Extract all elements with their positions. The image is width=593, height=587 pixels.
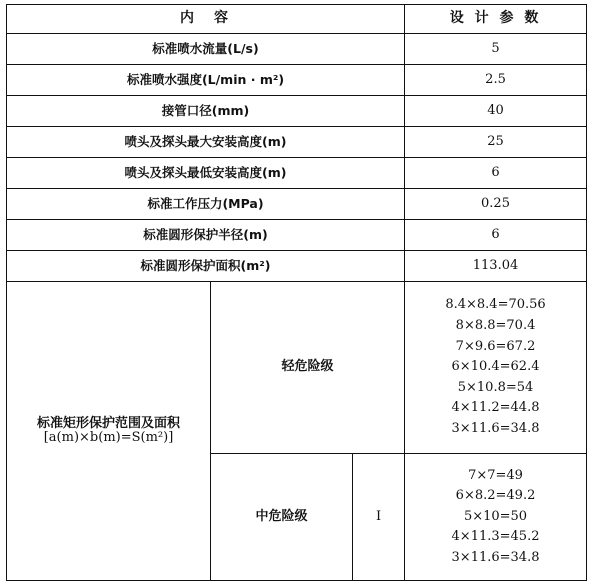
medium-hazard-values (405, 454, 587, 581)
light-value: 7×9.6=67.2 (455, 338, 536, 354)
header-param: 设 计 参 数 (405, 5, 587, 34)
light-value: 8×8.8=70.4 (455, 318, 536, 334)
light-value: 3×11.6=34.8 (451, 420, 540, 436)
row-value: 2.5 (405, 65, 587, 96)
medium-value: 7×7=49 (468, 467, 523, 483)
medium-value: 6×8.2=49.2 (455, 488, 536, 504)
table-row (7, 251, 587, 282)
row-label: 喷头及探头最大安装高度(m) (7, 127, 405, 158)
row-value: 25 (405, 127, 587, 158)
light-value: 6×10.4=62.4 (451, 359, 540, 375)
rect-protection-label (7, 282, 211, 581)
medium-hazard-grade: I (353, 454, 405, 581)
light-value: 5×10.8=54 (457, 379, 534, 395)
table-row (7, 189, 587, 220)
row-label: 接管口径(mm) (7, 96, 405, 127)
row-value: 0.25 (405, 189, 587, 220)
row-value: 113.04 (405, 251, 587, 282)
table-row (7, 34, 587, 65)
row-value: 5 (405, 34, 587, 65)
rect-protection-label-line2: [a(m)×b(m)=S(m²)] (43, 430, 174, 445)
light-hazard-values (405, 282, 587, 454)
table-row (7, 96, 587, 127)
row-label: 标准工作压力(MPa) (7, 189, 405, 220)
medium-value: 5×10=50 (463, 508, 528, 524)
medium-value: 4×11.3=45.2 (451, 529, 540, 545)
row-value: 6 (405, 158, 587, 189)
light-value: 4×11.2=44.8 (451, 400, 540, 416)
table-row (7, 220, 587, 251)
rect-light-row (7, 282, 587, 454)
row-label: 标准圆形保护面积(m²) (7, 251, 405, 282)
row-value: 6 (405, 220, 587, 251)
row-label: 标准喷水流量(L/s) (7, 34, 405, 65)
table-header-row (7, 5, 587, 34)
light-value: 8.4×8.4=70.56 (445, 297, 546, 313)
table-row (7, 65, 587, 96)
light-hazard-label: 轻危险级 (211, 282, 405, 454)
table-row (7, 158, 587, 189)
row-label: 标准喷水强度(L/min · m²) (7, 65, 405, 96)
row-label: 喷头及探头最低安装高度(m) (7, 158, 405, 189)
spec-table (6, 4, 587, 581)
row-label: 标准圆形保护半径(m) (7, 220, 405, 251)
row-value: 40 (405, 96, 587, 127)
medium-value: 3×11.6=34.8 (451, 549, 540, 565)
rect-protection-label-line1: 标准矩形保护范围及面积 (36, 415, 180, 431)
table-row (7, 127, 587, 158)
header-content: 内 容 (7, 5, 405, 34)
medium-hazard-label: 中危险级 (211, 454, 353, 581)
